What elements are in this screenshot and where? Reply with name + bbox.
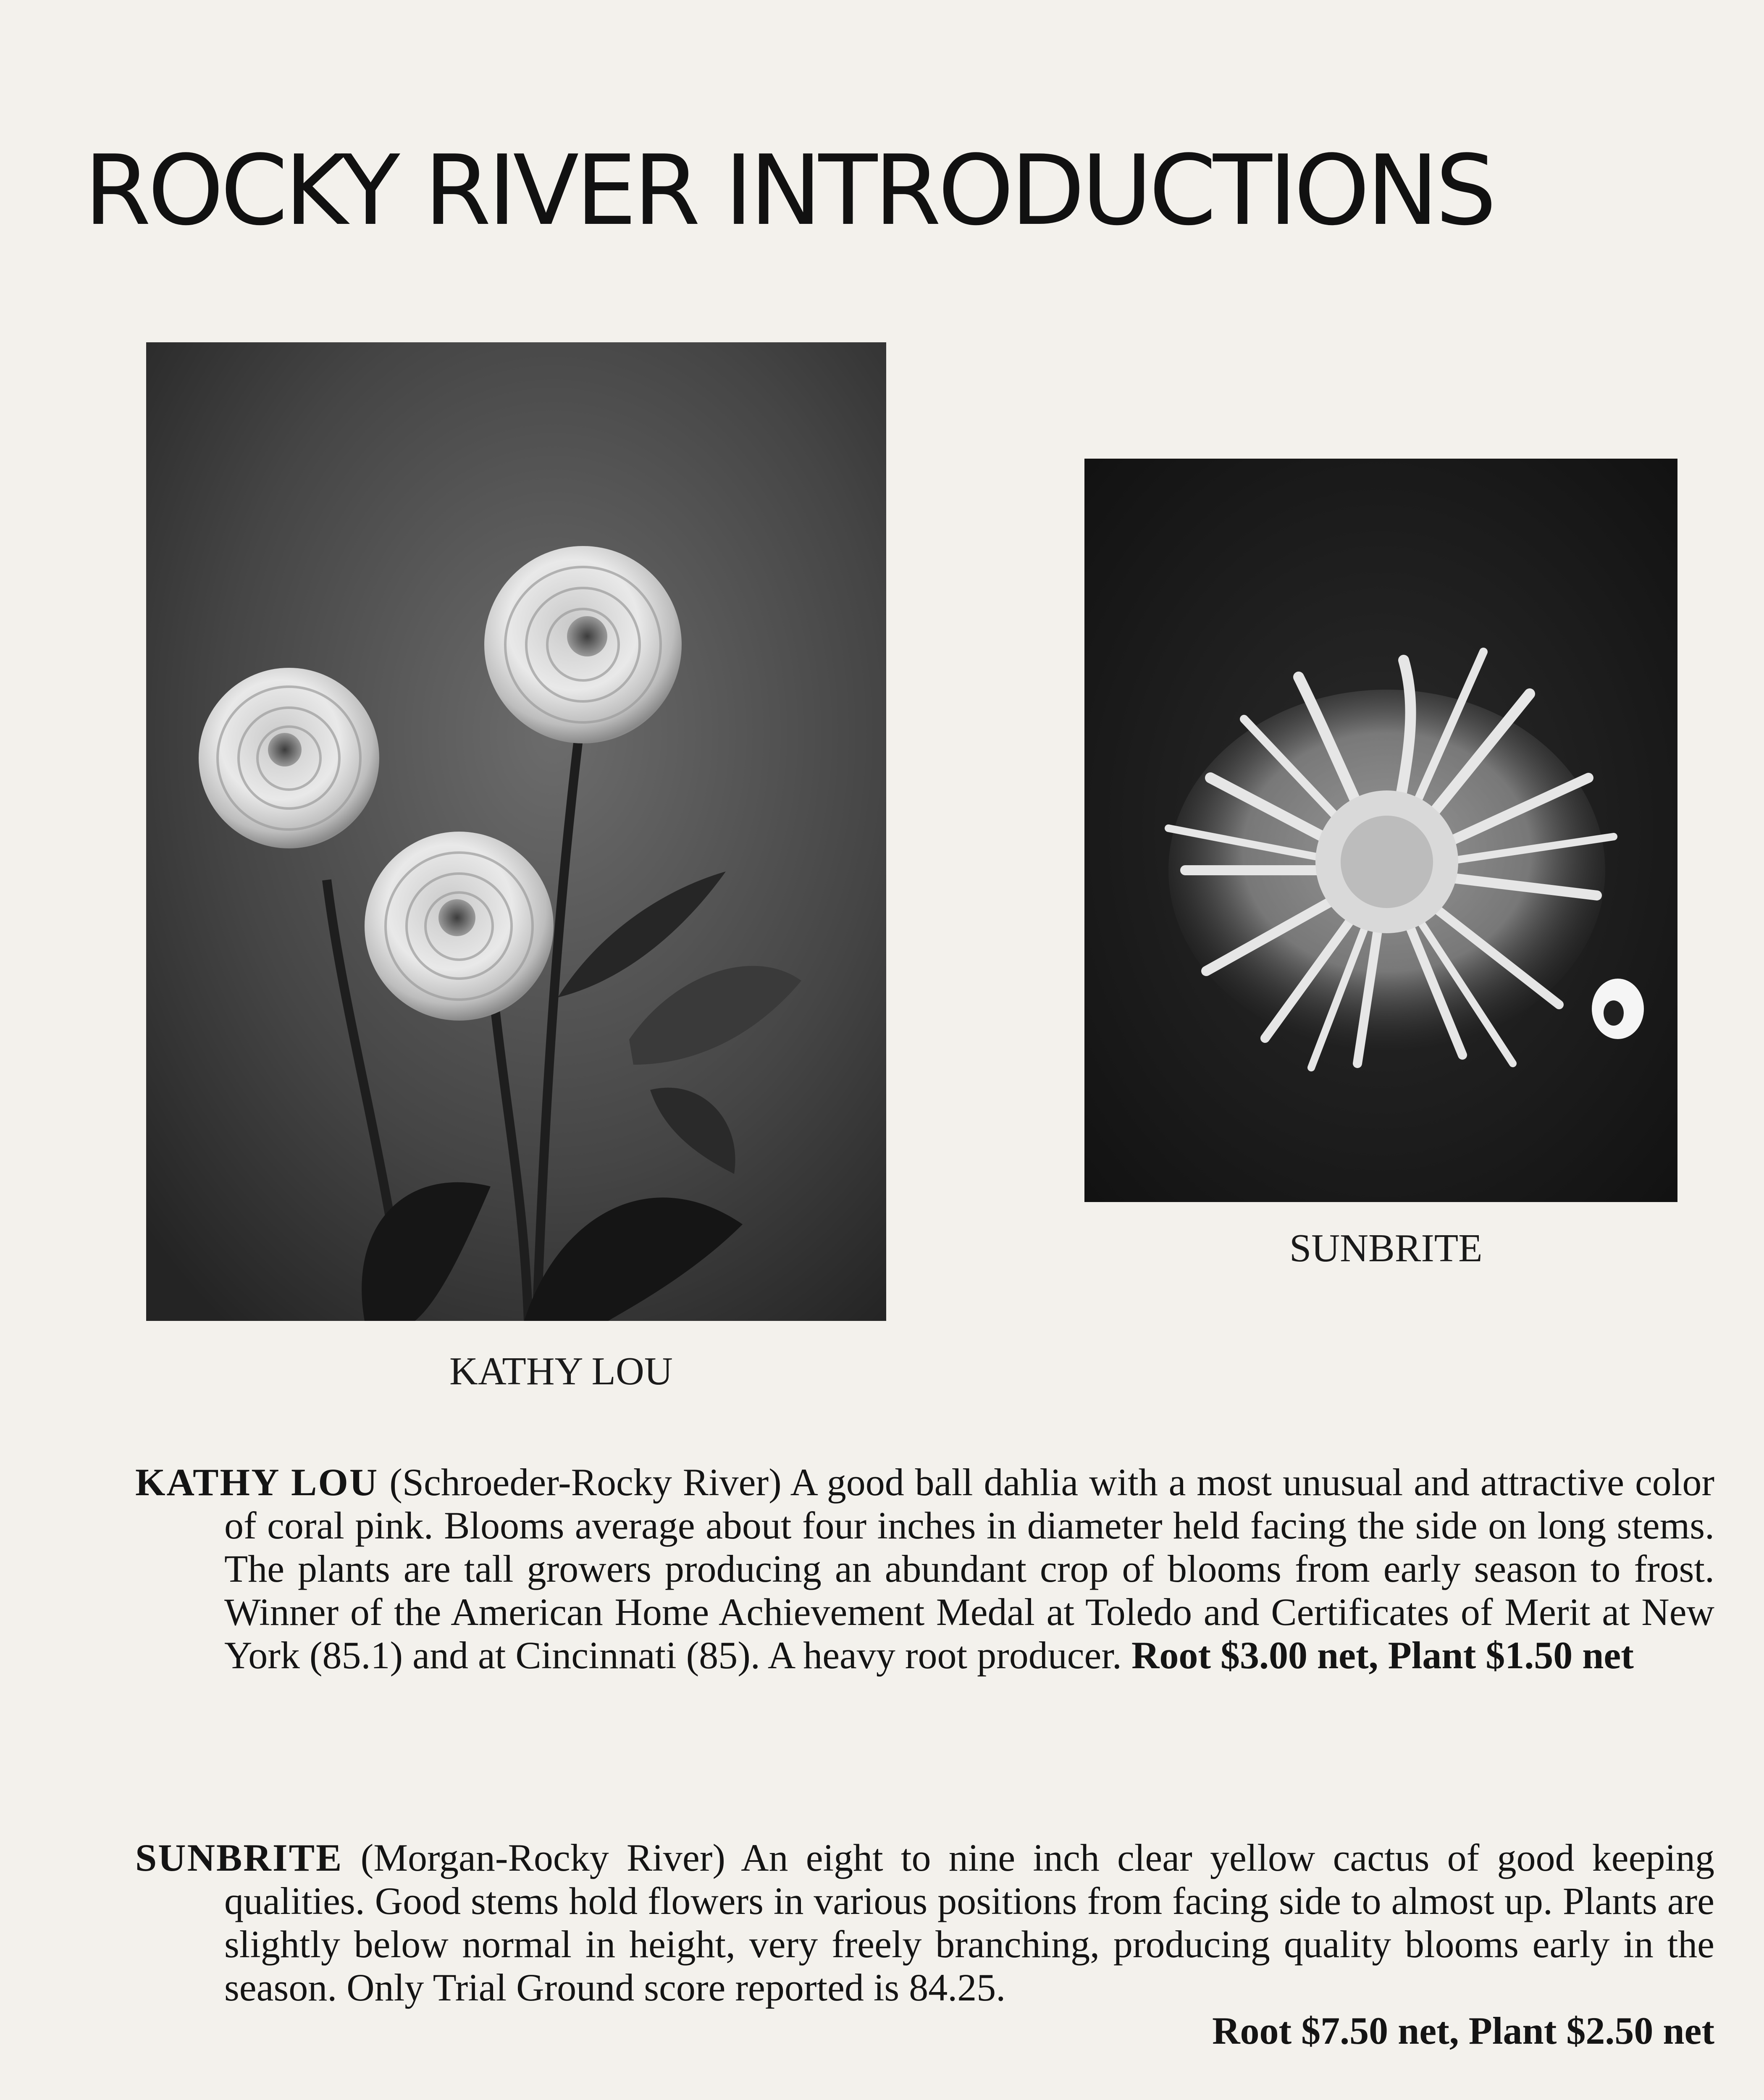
sunbrite-photo bbox=[1084, 459, 1677, 1202]
variety-description: (Morgan-Rocky River) An eight to nine inch clear yellow cactus of good keeping qualities. Good stems hold flowers in various positions from facing side to almost up. Plants are slightly below normal in height, very freely branching, producing quality blooms early in the season. Only Trial Ground score reported is 84.25. bbox=[224, 1836, 1714, 2009]
kathy-lou-caption: KATHY LOU bbox=[449, 1349, 673, 1393]
variety-name: KATHY LOU bbox=[135, 1461, 379, 1504]
page-title: ROCKY RIVER INTRODUCTIONS bbox=[84, 135, 1494, 247]
variety-price: Root $7.50 net, Plant $2.50 net bbox=[1212, 2009, 1714, 2052]
variety-price: Root $3.00 net, Plant $1.50 net bbox=[1131, 1634, 1634, 1677]
sunbrite-caption: SUNBRITE bbox=[1289, 1226, 1483, 1270]
variety-name: SUNBRITE bbox=[135, 1836, 343, 1879]
sunbrite-entry bbox=[135, 1836, 1714, 2053]
kathy-lou-photo bbox=[146, 342, 886, 1321]
variety-description: (Schroeder-Rocky River) A good ball dahlia with a most unusual and attractive color of coral pink. Blooms average about four inches in diameter held facing the side on long stems. The plants are tall growers producing an abundant crop of blooms from early season to frost. Winner of the American Home Achievement Medal at Toledo and Certificates of Merit at New York (85.1) and at Cincinnati (85). A heavy root producer. bbox=[224, 1461, 1715, 1677]
kathy-lou-entry bbox=[135, 1461, 1714, 1677]
